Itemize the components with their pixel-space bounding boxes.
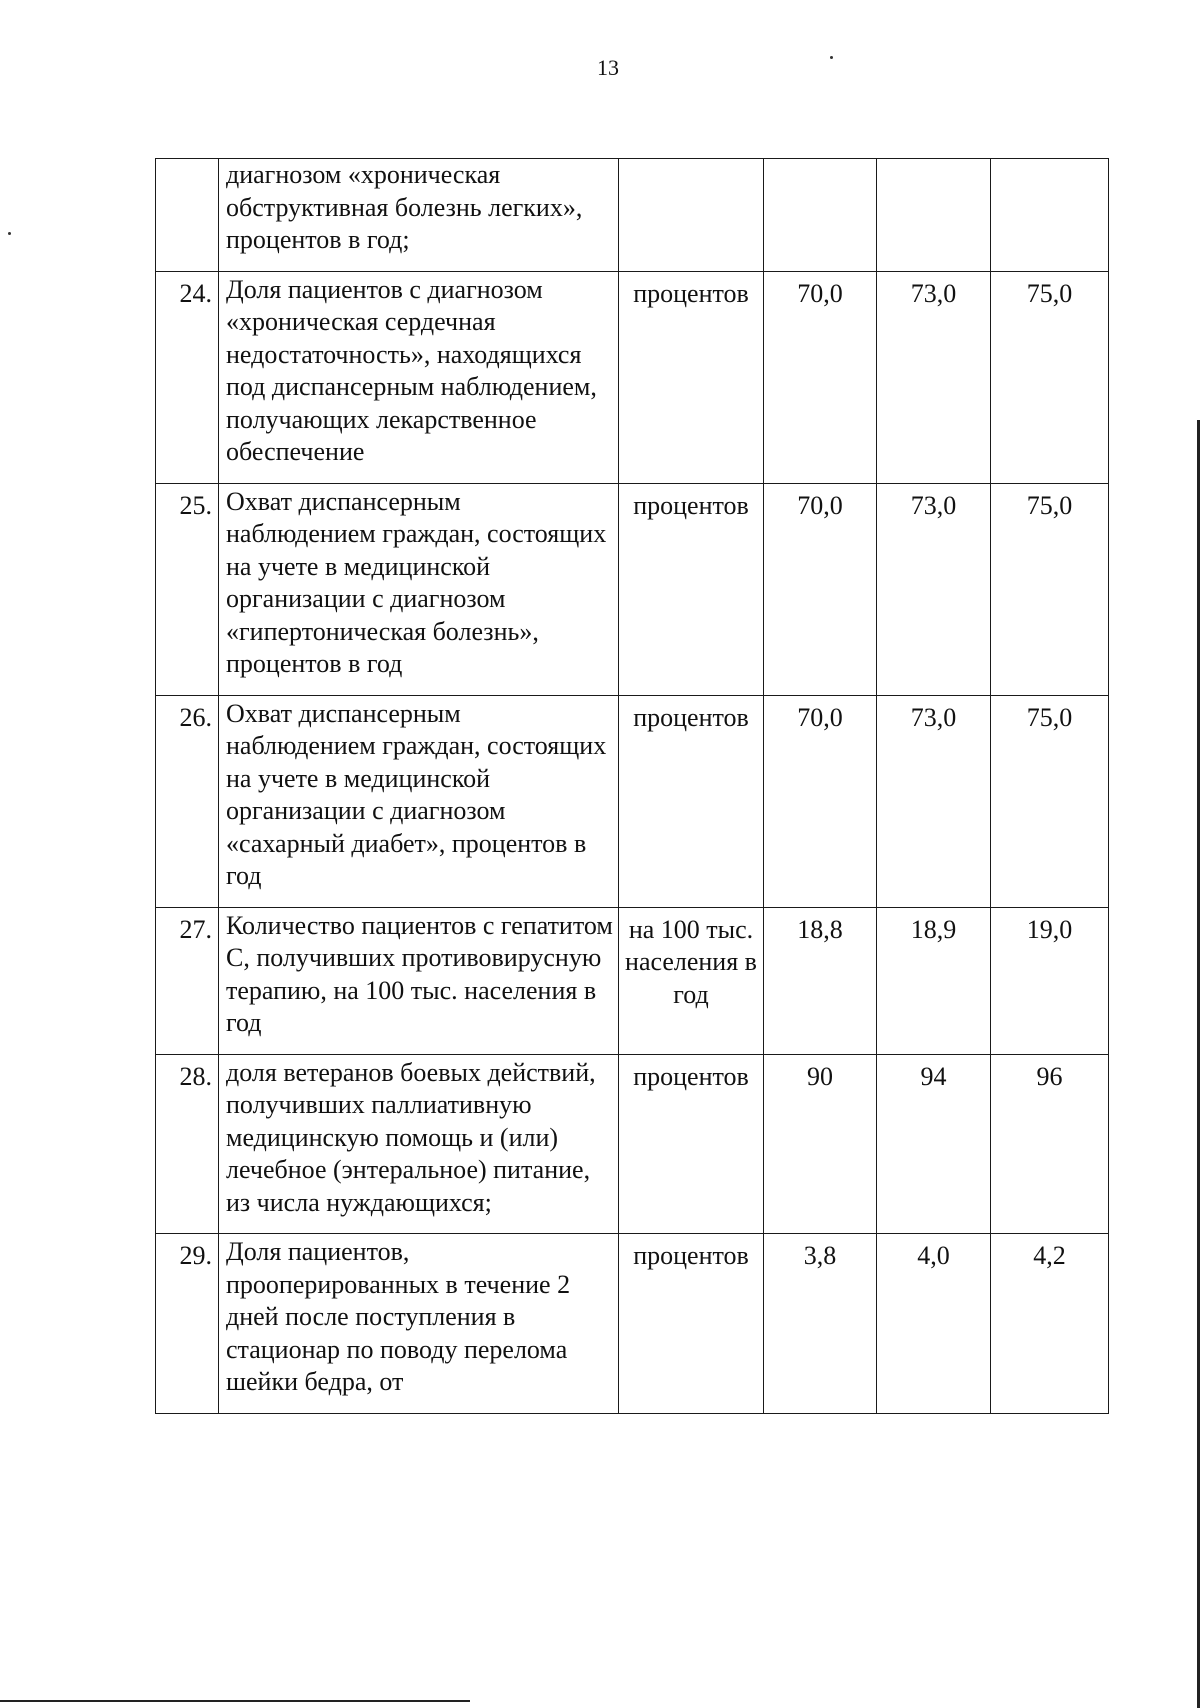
value-year-3: 75,0 [991,695,1109,907]
value-year-2: 94 [877,1054,991,1234]
value-year-2: 18,9 [877,907,991,1054]
scan-speck [830,56,833,59]
indicator-name: Доля пациентов с диагнозом «хроническая сердечная недостаточность», находящихся под диспансерным наблюдением, получающих лекарственное обеспечение [219,271,619,483]
indicator-name: Количество пациентов с гепатитом С, получивших противовирусную терапию, на 100 тыс. населения в год [219,907,619,1054]
page-number: 13 [597,55,619,80]
row-number: 24. [156,271,219,483]
value-year-2 [877,159,991,272]
value-year-1: 70,0 [764,271,877,483]
unit-cell: процентов [619,1234,764,1414]
row-number: 28. [156,1054,219,1234]
unit-cell: на 100 тыс. населения в год [619,907,764,1054]
value-year-3: 4,2 [991,1234,1109,1414]
value-year-1: 18,8 [764,907,877,1054]
value-year-2: 4,0 [877,1234,991,1414]
value-year-3: 19,0 [991,907,1109,1054]
table-row [156,483,1109,695]
table-row [156,1234,1109,1414]
row-number: 27. [156,907,219,1054]
value-year-2: 73,0 [877,695,991,907]
unit-cell [619,159,764,272]
table-row [156,907,1109,1054]
indicator-name: Охват диспансерным наблюдением граждан, состоящих на учете в медицинской организации с диагнозом «гипертоническая болезнь», процентов в год [219,483,619,695]
value-year-3: 96 [991,1054,1109,1234]
value-year-1: 3,8 [764,1234,877,1414]
value-year-3: 75,0 [991,483,1109,695]
value-year-1 [764,159,877,272]
value-year-2: 73,0 [877,271,991,483]
table-row [156,271,1109,483]
value-year-1: 70,0 [764,695,877,907]
value-year-1: 70,0 [764,483,877,695]
row-number: 29. [156,1234,219,1414]
row-number [156,159,219,272]
unit-cell: процентов [619,695,764,907]
table-row [156,1054,1109,1234]
unit-cell: процентов [619,483,764,695]
indicators-table [155,158,1109,1414]
scan-speck [8,232,11,235]
table-row [156,159,1109,272]
row-number: 25. [156,483,219,695]
indicator-name: диагнозом «хроническая обструктивная болезнь легких», процентов в год; [219,159,619,272]
value-year-3: 75,0 [991,271,1109,483]
indicator-name: Доля пациентов, прооперированных в течение 2 дней после поступления в стационар по поводу перелома шейки бедра, от [219,1234,619,1414]
indicator-name: Охват диспансерным наблюдением граждан, состоящих на учете в медицинской организации с диагнозом «сахарный диабет», процентов в год [219,695,619,907]
table-row [156,695,1109,907]
scan-edge-bottom [0,1700,470,1702]
value-year-2: 73,0 [877,483,991,695]
indicator-name: доля ветеранов боевых действий, получивших паллиативную медицинскую помощь и (или) лечебное (энтеральное) питание, из числа нуждающихся; [219,1054,619,1234]
value-year-1: 90 [764,1054,877,1234]
value-year-3 [991,159,1109,272]
unit-cell: процентов [619,1054,764,1234]
row-number: 26. [156,695,219,907]
unit-cell: процентов [619,271,764,483]
